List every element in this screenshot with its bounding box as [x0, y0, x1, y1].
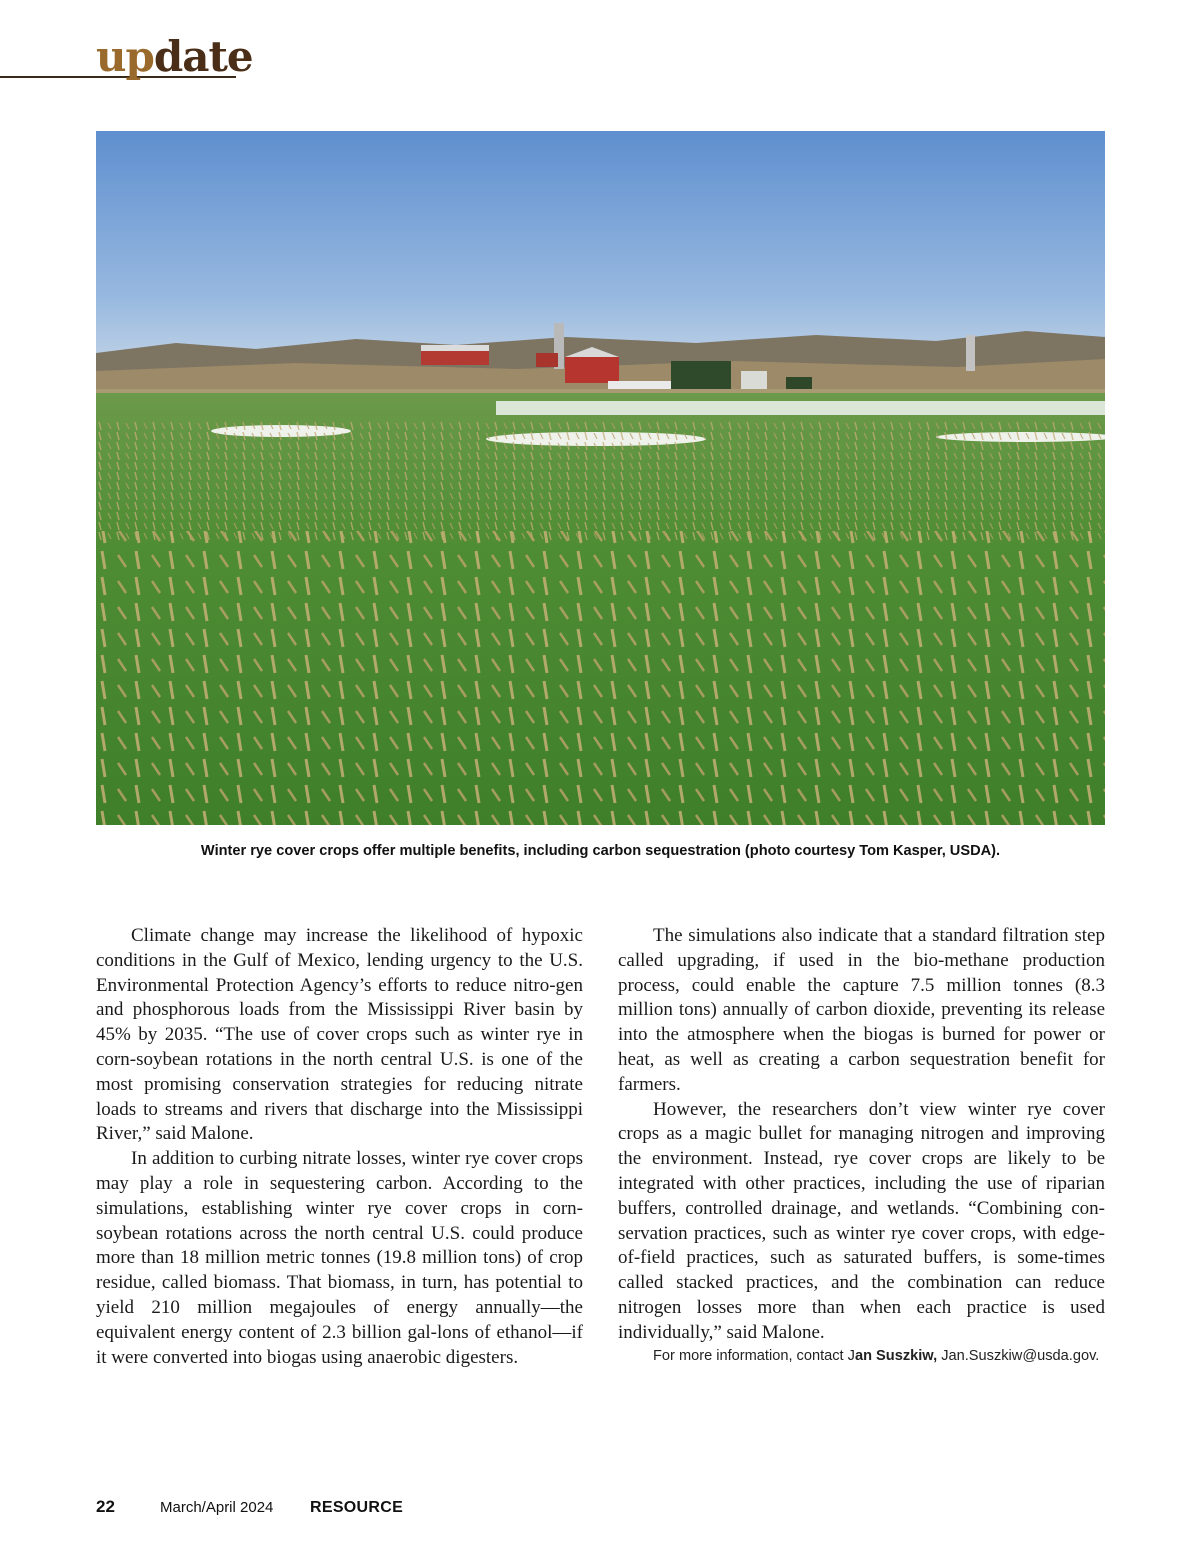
article-column-right: [618, 924, 1105, 1366]
magazine-name: RESOURCE: [310, 1499, 404, 1516]
contact-info: [618, 1346, 1105, 1366]
paragraph: However, the researchers don’t view winter rye cover crops as a magic bullet for managing nitrogen and improving the environment. Instead, rye cover crops are likely to be integrated with other practices, including the use of riparian buffers, controlled drainage, and wetlands. “Combining con-servation practices, such as winter rye cover crops, with edge-of-field practices, such as saturated buffers, is some-times called stacked practices, and the combination can reduce nitrogen losses more than when each practice is used individually,” said Malone.: [618, 1098, 1105, 1343]
issue-date: March/April 2024: [160, 1499, 274, 1516]
contact-name: an Suszkiw,: [854, 1347, 938, 1364]
page-footer: [96, 1497, 403, 1517]
contact-email[interactable]: Jan.Suszkiw@usda.gov.: [941, 1347, 1100, 1364]
paragraph: The simulations also indicate that a standard filtration step called upgrading, if used in the bio-methane production process, could enable the capture 7.5 million tonnes (8.3 million tons) annually of carbon dioxide, preventing its release into the atmosphere when the biogas is burned for power or heat, as well as creating a carbon sequestration benefit for farmers.: [618, 925, 1105, 1095]
paragraph: Climate change may increase the likelihood of hypoxic conditions in the Gulf of Mexico, lending urgency to the U.S. Environmental Protection Agency’s efforts to reduce nitro-gen and phosphorous loads from the Mississippi River basin by 45% by 2035. “The use of cover crops such as winter rye in corn-soybean rotations in the north central U.S. is one of the most promising conservation strategies for reducing nitrate loads to streams and rivers that discharge into the Mississippi River,” said Malone.: [96, 925, 583, 1145]
photo-caption: Winter rye cover crops offer multiple benefits, including carbon sequestration (photo courtesy Tom Kasper, USDA).: [200, 843, 1001, 859]
section-title-part-date: date: [153, 32, 253, 81]
cover-crop-photo: [96, 131, 1105, 825]
section-title: [96, 32, 253, 81]
contact-prefix: For more information, contact J: [653, 1347, 855, 1364]
article-column-left: [96, 924, 583, 1370]
paragraph: In addition to curbing nitrate losses, winter rye cover crops may play a role in sequestering carbon. According to the simulations, establishing winter rye cover crops in corn-soybean rotations across the north central U.S. could produce more than 18 million metric tonnes (19.8 million tons) of crop residue, called biomass. That biomass, in turn, has potential to yield 210 million megajoules of energy annually—the equivalent energy content of 2.3 billion gal-lons of ethanol—if it were converted into biogas using anaerobic digesters.: [96, 1148, 583, 1368]
section-title-part-up: up: [96, 32, 154, 81]
page-number: 22: [96, 1497, 115, 1516]
